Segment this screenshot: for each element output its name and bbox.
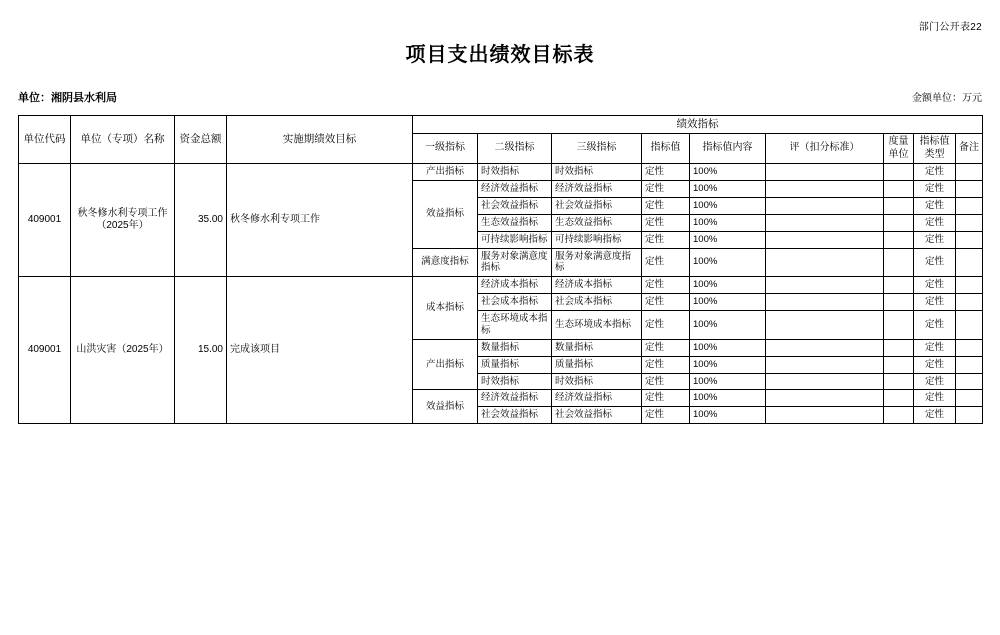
cell-indicator-value-content: 100% [690,390,766,407]
cell-measure-unit [884,248,914,277]
cell-unit-code: 409001 [19,277,71,424]
cell-level3: 生态效益指标 [552,214,642,231]
cell-indicator-value-content: 100% [690,407,766,424]
cell-scoring [766,248,884,277]
cell-scoring [766,214,884,231]
cell-indicator-type: 定性 [914,214,956,231]
cell-scoring [766,407,884,424]
col-level1: 一级指标 [413,134,478,164]
cell-remark [956,407,983,424]
cell-measure-unit [884,294,914,311]
cell-indicator-value: 定性 [642,248,690,277]
cell-level1: 成本指标 [413,277,478,340]
amount-unit-label: 金额单位：万元 [912,93,982,104]
col-level3: 三级指标 [552,134,642,164]
cell-level2: 经济效益指标 [478,181,552,198]
cell-remark [956,373,983,390]
cell-scoring [766,356,884,373]
cell-level3: 经济成本指标 [552,277,642,294]
cell-indicator-value-content: 100% [690,311,766,340]
cell-indicator-type: 定性 [914,311,956,340]
cell-level2: 数量指标 [478,339,552,356]
cell-scoring [766,164,884,181]
cell-level3: 经济效益指标 [552,181,642,198]
cell-measure-unit [884,373,914,390]
cell-scoring [766,373,884,390]
cell-level3: 数量指标 [552,339,642,356]
cell-level3: 生态环境成本指标 [552,311,642,340]
cell-level1: 产出指标 [413,164,478,181]
cell-remark [956,214,983,231]
cell-level2: 生态效益指标 [478,214,552,231]
cell-scoring [766,339,884,356]
cell-indicator-value: 定性 [642,373,690,390]
col-indicator-value-content: 指标值内容 [690,134,766,164]
col-unit-name: 单位（专项）名称 [71,116,175,164]
cell-remark [956,164,983,181]
cell-indicator-value-content: 100% [690,197,766,214]
cell-measure-unit [884,407,914,424]
col-perf-indicator: 绩效指标 [413,116,983,134]
cell-measure-unit [884,181,914,198]
cell-indicator-type: 定性 [914,390,956,407]
cell-measure-unit [884,311,914,340]
cell-level2: 社会成本指标 [478,294,552,311]
cell-indicator-value: 定性 [642,390,690,407]
col-scoring: 评（扣分标准） [766,134,884,164]
cell-indicator-value-content: 100% [690,248,766,277]
cell-unit-code: 409001 [19,164,71,277]
cell-indicator-value-content: 100% [690,231,766,248]
cell-measure-unit [884,214,914,231]
cell-level3: 经济效益指标 [552,390,642,407]
cell-indicator-value-content: 100% [690,339,766,356]
cell-indicator-value: 定性 [642,214,690,231]
cell-level3: 可持续影响指标 [552,231,642,248]
cell-indicator-type: 定性 [914,197,956,214]
cell-level3: 社会效益指标 [552,407,642,424]
cell-level2: 时效指标 [478,373,552,390]
col-indicator-value: 指标值 [642,134,690,164]
col-level2: 二级指标 [478,134,552,164]
cell-remark [956,356,983,373]
cell-indicator-value: 定性 [642,407,690,424]
cell-total-amount: 35.00 [175,164,227,277]
cell-level3: 时效指标 [552,164,642,181]
cell-indicator-type: 定性 [914,407,956,424]
cell-indicator-value: 定性 [642,197,690,214]
cell-level2: 质量指标 [478,356,552,373]
cell-level2: 社会效益指标 [478,407,552,424]
cell-indicator-type: 定性 [914,248,956,277]
cell-level1: 满意度指标 [413,248,478,277]
cell-indicator-type: 定性 [914,373,956,390]
cell-unit-name: 山洪灾害（2025年） [71,277,175,424]
cell-level1: 产出指标 [413,339,478,390]
cell-level3: 质量指标 [552,356,642,373]
cell-level3: 时效指标 [552,373,642,390]
cell-level2: 生态环境成本指标 [478,311,552,340]
cell-indicator-value-content: 100% [690,294,766,311]
cell-indicator-value-content: 100% [690,356,766,373]
cell-indicator-type: 定性 [914,164,956,181]
cell-indicator-value-content: 100% [690,277,766,294]
cell-period-goal: 秋冬修水利专项工作 [227,164,413,277]
cell-level3: 社会成本指标 [552,294,642,311]
cell-remark [956,294,983,311]
col-total-amount: 资金总额 [175,116,227,164]
header-row-1 [19,116,983,134]
cell-indicator-value: 定性 [642,231,690,248]
cell-indicator-type: 定性 [914,181,956,198]
cell-level1: 效益指标 [413,390,478,424]
cell-level2: 可持续影响指标 [478,231,552,248]
cell-indicator-value-content: 100% [690,164,766,181]
unit-label: 单位：湘阴县水利局 [18,92,117,104]
col-remark: 备注 [956,134,983,164]
cell-indicator-type: 定性 [914,277,956,294]
cell-unit-name: 秋冬修水利专项工作（2025年） [71,164,175,277]
cell-indicator-value-content: 100% [690,181,766,198]
col-unit-code: 单位代码 [19,116,71,164]
table-body [19,164,983,424]
cell-measure-unit [884,356,914,373]
cell-indicator-value: 定性 [642,181,690,198]
table-header [19,116,983,164]
cell-remark [956,339,983,356]
cell-level2: 时效指标 [478,164,552,181]
cell-measure-unit [884,164,914,181]
meta-row [18,67,982,107]
cell-measure-unit [884,231,914,248]
cell-indicator-type: 定性 [914,294,956,311]
cell-remark [956,181,983,198]
cell-scoring [766,277,884,294]
cell-scoring [766,311,884,340]
cell-level2: 服务对象满意度指标 [478,248,552,277]
cell-remark [956,231,983,248]
cell-measure-unit [884,339,914,356]
cell-scoring [766,390,884,407]
col-period-goal: 实施期绩效目标 [227,116,413,164]
cell-level3: 社会效益指标 [552,197,642,214]
cell-scoring [766,231,884,248]
cell-scoring [766,197,884,214]
cell-level2: 经济效益指标 [478,390,552,407]
cell-remark [956,197,983,214]
cell-indicator-type: 定性 [914,356,956,373]
form-code: 部门公开表22 [918,22,982,33]
cell-period-goal: 完成该项目 [227,277,413,424]
cell-indicator-value: 定性 [642,164,690,181]
cell-measure-unit [884,197,914,214]
col-indicator-type: 指标值类型 [914,134,956,164]
cell-remark [956,390,983,407]
cell-measure-unit [884,390,914,407]
cell-indicator-value: 定性 [642,311,690,340]
cell-indicator-value: 定性 [642,339,690,356]
cell-remark [956,277,983,294]
cell-indicator-value-content: 100% [690,373,766,390]
cell-level1: 效益指标 [413,181,478,249]
cell-scoring [766,294,884,311]
cell-total-amount: 15.00 [175,277,227,424]
cell-indicator-type: 定性 [914,339,956,356]
cell-level2: 经济成本指标 [478,277,552,294]
performance-goal-table [18,115,983,424]
cell-indicator-value: 定性 [642,294,690,311]
cell-scoring [766,181,884,198]
cell-indicator-value: 定性 [642,356,690,373]
cell-indicator-type: 定性 [914,231,956,248]
cell-level3: 服务对象满意度指标 [552,248,642,277]
cell-remark [956,248,983,277]
col-measure-unit: 度量单位 [884,134,914,164]
cell-indicator-value: 定性 [642,277,690,294]
table-row [19,277,983,294]
table-row [19,164,983,181]
page-title: 项目支出绩效目标表 [405,44,595,66]
cell-measure-unit [884,277,914,294]
cell-level2: 社会效益指标 [478,197,552,214]
cell-remark [956,311,983,340]
cell-indicator-value-content: 100% [690,214,766,231]
